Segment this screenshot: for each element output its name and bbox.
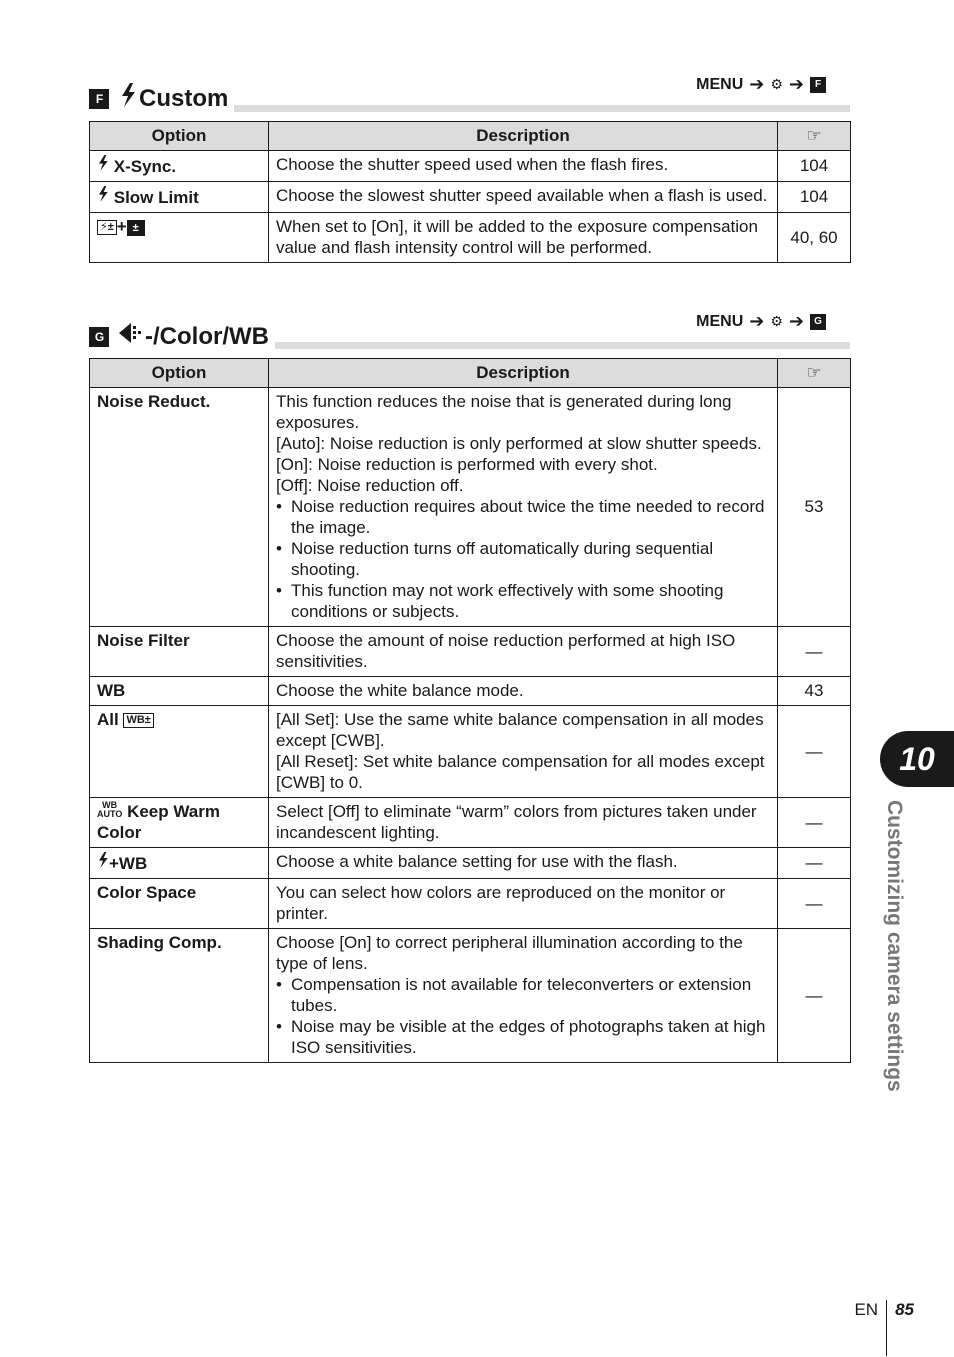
page-ref: — xyxy=(778,627,851,677)
option-keep-warm: Keep Warm Color xyxy=(97,802,220,842)
description: Choose the shutter speed used when the flash fires. xyxy=(269,151,778,182)
description: Choose the amount of noise reduction performed at high ISO sensitivities. xyxy=(269,627,778,677)
chapter-tab: 10 xyxy=(880,731,954,787)
table-row xyxy=(90,879,851,929)
chapter-label: Customizing camera settings xyxy=(883,800,906,1092)
bullet-item: • This function may not work effectively with some shooting conditions or subjects. xyxy=(276,581,724,621)
bullet-item: • Compensation is not available for teleconverters or extension tubes. xyxy=(276,975,752,1015)
custom-table xyxy=(89,121,851,263)
reference-hand-icon: ☞ xyxy=(806,363,822,382)
description: Choose a white balance setting for use with the flash. xyxy=(269,848,778,879)
option-noise-filter: Noise Filter xyxy=(90,627,269,677)
arrow-right-icon: ➔ xyxy=(788,311,804,331)
flash-comp-icon: ⚡± xyxy=(97,220,117,235)
section-color-wb xyxy=(89,311,850,1063)
menu-f-badge-icon: F xyxy=(89,89,109,109)
page-ref: 43 xyxy=(778,677,851,706)
option-flash-wb: +WB xyxy=(109,854,148,873)
menu-label: MENU xyxy=(696,312,744,330)
menu-label: MENU xyxy=(696,75,744,93)
table-row xyxy=(90,627,851,677)
header-reference xyxy=(778,359,851,388)
page-number: 85 xyxy=(895,1300,914,1319)
section-header xyxy=(89,74,850,114)
description: Choose the slowest shutter speed available when a flash is used. xyxy=(269,182,778,213)
image-quality-icon xyxy=(119,322,143,351)
table-row xyxy=(90,848,851,879)
table-row xyxy=(90,798,851,848)
language-label: EN xyxy=(854,1300,879,1319)
header-reference xyxy=(778,122,851,151)
color-wb-table xyxy=(89,358,851,1063)
flash-icon xyxy=(97,185,109,203)
description: This function reduces the noise that is generated during long exposures. [Auto]: Noise reduction is only performed at slow shutter speeds. [On]: Noise reduction is performed with every shot. [Off]: Noise reduction off. • Noise reduction requires about twice the time needed to record the image. • Noise reduction turns off automatically during sequential shooting. • This function may not work effectively with some shooting conditions or subjects. xyxy=(269,388,778,627)
option-wb: WB xyxy=(90,677,269,706)
menu-f-badge-icon: F xyxy=(810,77,826,93)
section-title-text: Custom xyxy=(139,84,229,112)
bullet-item: • Noise reduction requires about twice the time needed to record the image. xyxy=(276,497,765,537)
page-ref: 40, 60 xyxy=(778,213,851,263)
menu-path xyxy=(696,74,826,95)
description: You can select how colors are reproduced on the monitor or printer. xyxy=(269,879,778,929)
flash-icon xyxy=(119,83,137,114)
exposure-comp-icon: ± xyxy=(127,220,145,236)
section-header xyxy=(89,311,850,351)
table-header-row xyxy=(90,359,851,388)
option-color-space: Color Space xyxy=(90,879,269,929)
table-header-row xyxy=(90,122,851,151)
option-noise-reduct: Noise Reduct. xyxy=(90,388,269,627)
menu-path xyxy=(696,311,826,332)
section-title xyxy=(89,322,275,351)
arrow-right-icon: ➔ xyxy=(788,74,804,94)
page-ref: — xyxy=(778,929,851,1063)
description: When set to [On], it will be added to the exposure compensation value and flash intensity control will be performed. xyxy=(269,213,778,263)
section-custom xyxy=(89,74,850,263)
arrow-right-icon: ➔ xyxy=(749,74,765,94)
bullet-item: • Noise reduction turns off automatically during sequential shooting. xyxy=(276,539,714,579)
header-option: Option xyxy=(90,359,269,388)
description: Choose [On] to correct peripheral illumination according to the type of lens. • Compensation is not available for teleconverters or extension tubes. • Noise may be visible at the edges of photographs taken at high ISO sensitivities. xyxy=(269,929,778,1063)
page-ref: — xyxy=(778,879,851,929)
table-row xyxy=(90,706,851,798)
page-ref: 104 xyxy=(778,182,851,213)
section-title xyxy=(89,83,234,114)
gear-icon: ⚙ xyxy=(770,313,783,329)
section-title-text: -/Color/WB xyxy=(145,322,269,350)
description: Select [Off] to eliminate “warm” colors from pictures taken under incandescent lighting. xyxy=(269,798,778,848)
description: [All Set]: Use the same white balance compensation in all modes except [CWB]. [All Reset]: Set white balance compensation for all modes except [CWB] to 0. xyxy=(269,706,778,798)
header-description: Description xyxy=(269,122,778,151)
page-ref: — xyxy=(778,848,851,879)
header-description: Description xyxy=(269,359,778,388)
header-option: Option xyxy=(90,122,269,151)
menu-g-badge-icon: G xyxy=(89,327,109,347)
table-row xyxy=(90,151,851,182)
menu-g-badge-icon: G xyxy=(810,314,826,330)
option-flash-plus-exposure: ⚡± + ± xyxy=(90,213,269,263)
gear-icon: ⚙ xyxy=(770,76,783,92)
table-row xyxy=(90,388,851,627)
table-row xyxy=(90,213,851,263)
option-shading-comp: Shading Comp. xyxy=(90,929,269,1063)
arrow-right-icon: ➔ xyxy=(749,311,765,331)
reference-hand-icon: ☞ xyxy=(806,126,822,145)
table-row xyxy=(90,929,851,1063)
table-row xyxy=(90,677,851,706)
flash-icon xyxy=(97,154,109,172)
option-xsync: X-Sync. xyxy=(113,157,177,176)
option-slow-limit: Slow Limit xyxy=(113,188,199,207)
flash-icon xyxy=(97,851,109,869)
description: Choose the white balance mode. xyxy=(269,677,778,706)
page-ref: 53 xyxy=(778,388,851,627)
wb-comp-icon: WB± xyxy=(123,713,153,728)
bullet-item: • Noise may be visible at the edges of photographs taken at high ISO sensitivities. xyxy=(276,1017,766,1057)
option-all-wb: All xyxy=(97,710,119,729)
wb-auto-icon: WB AUTO xyxy=(97,800,123,819)
page-ref: — xyxy=(778,798,851,848)
page-ref: — xyxy=(778,706,851,798)
page-footer xyxy=(854,1300,914,1356)
page-ref: 104 xyxy=(778,151,851,182)
table-row xyxy=(90,182,851,213)
